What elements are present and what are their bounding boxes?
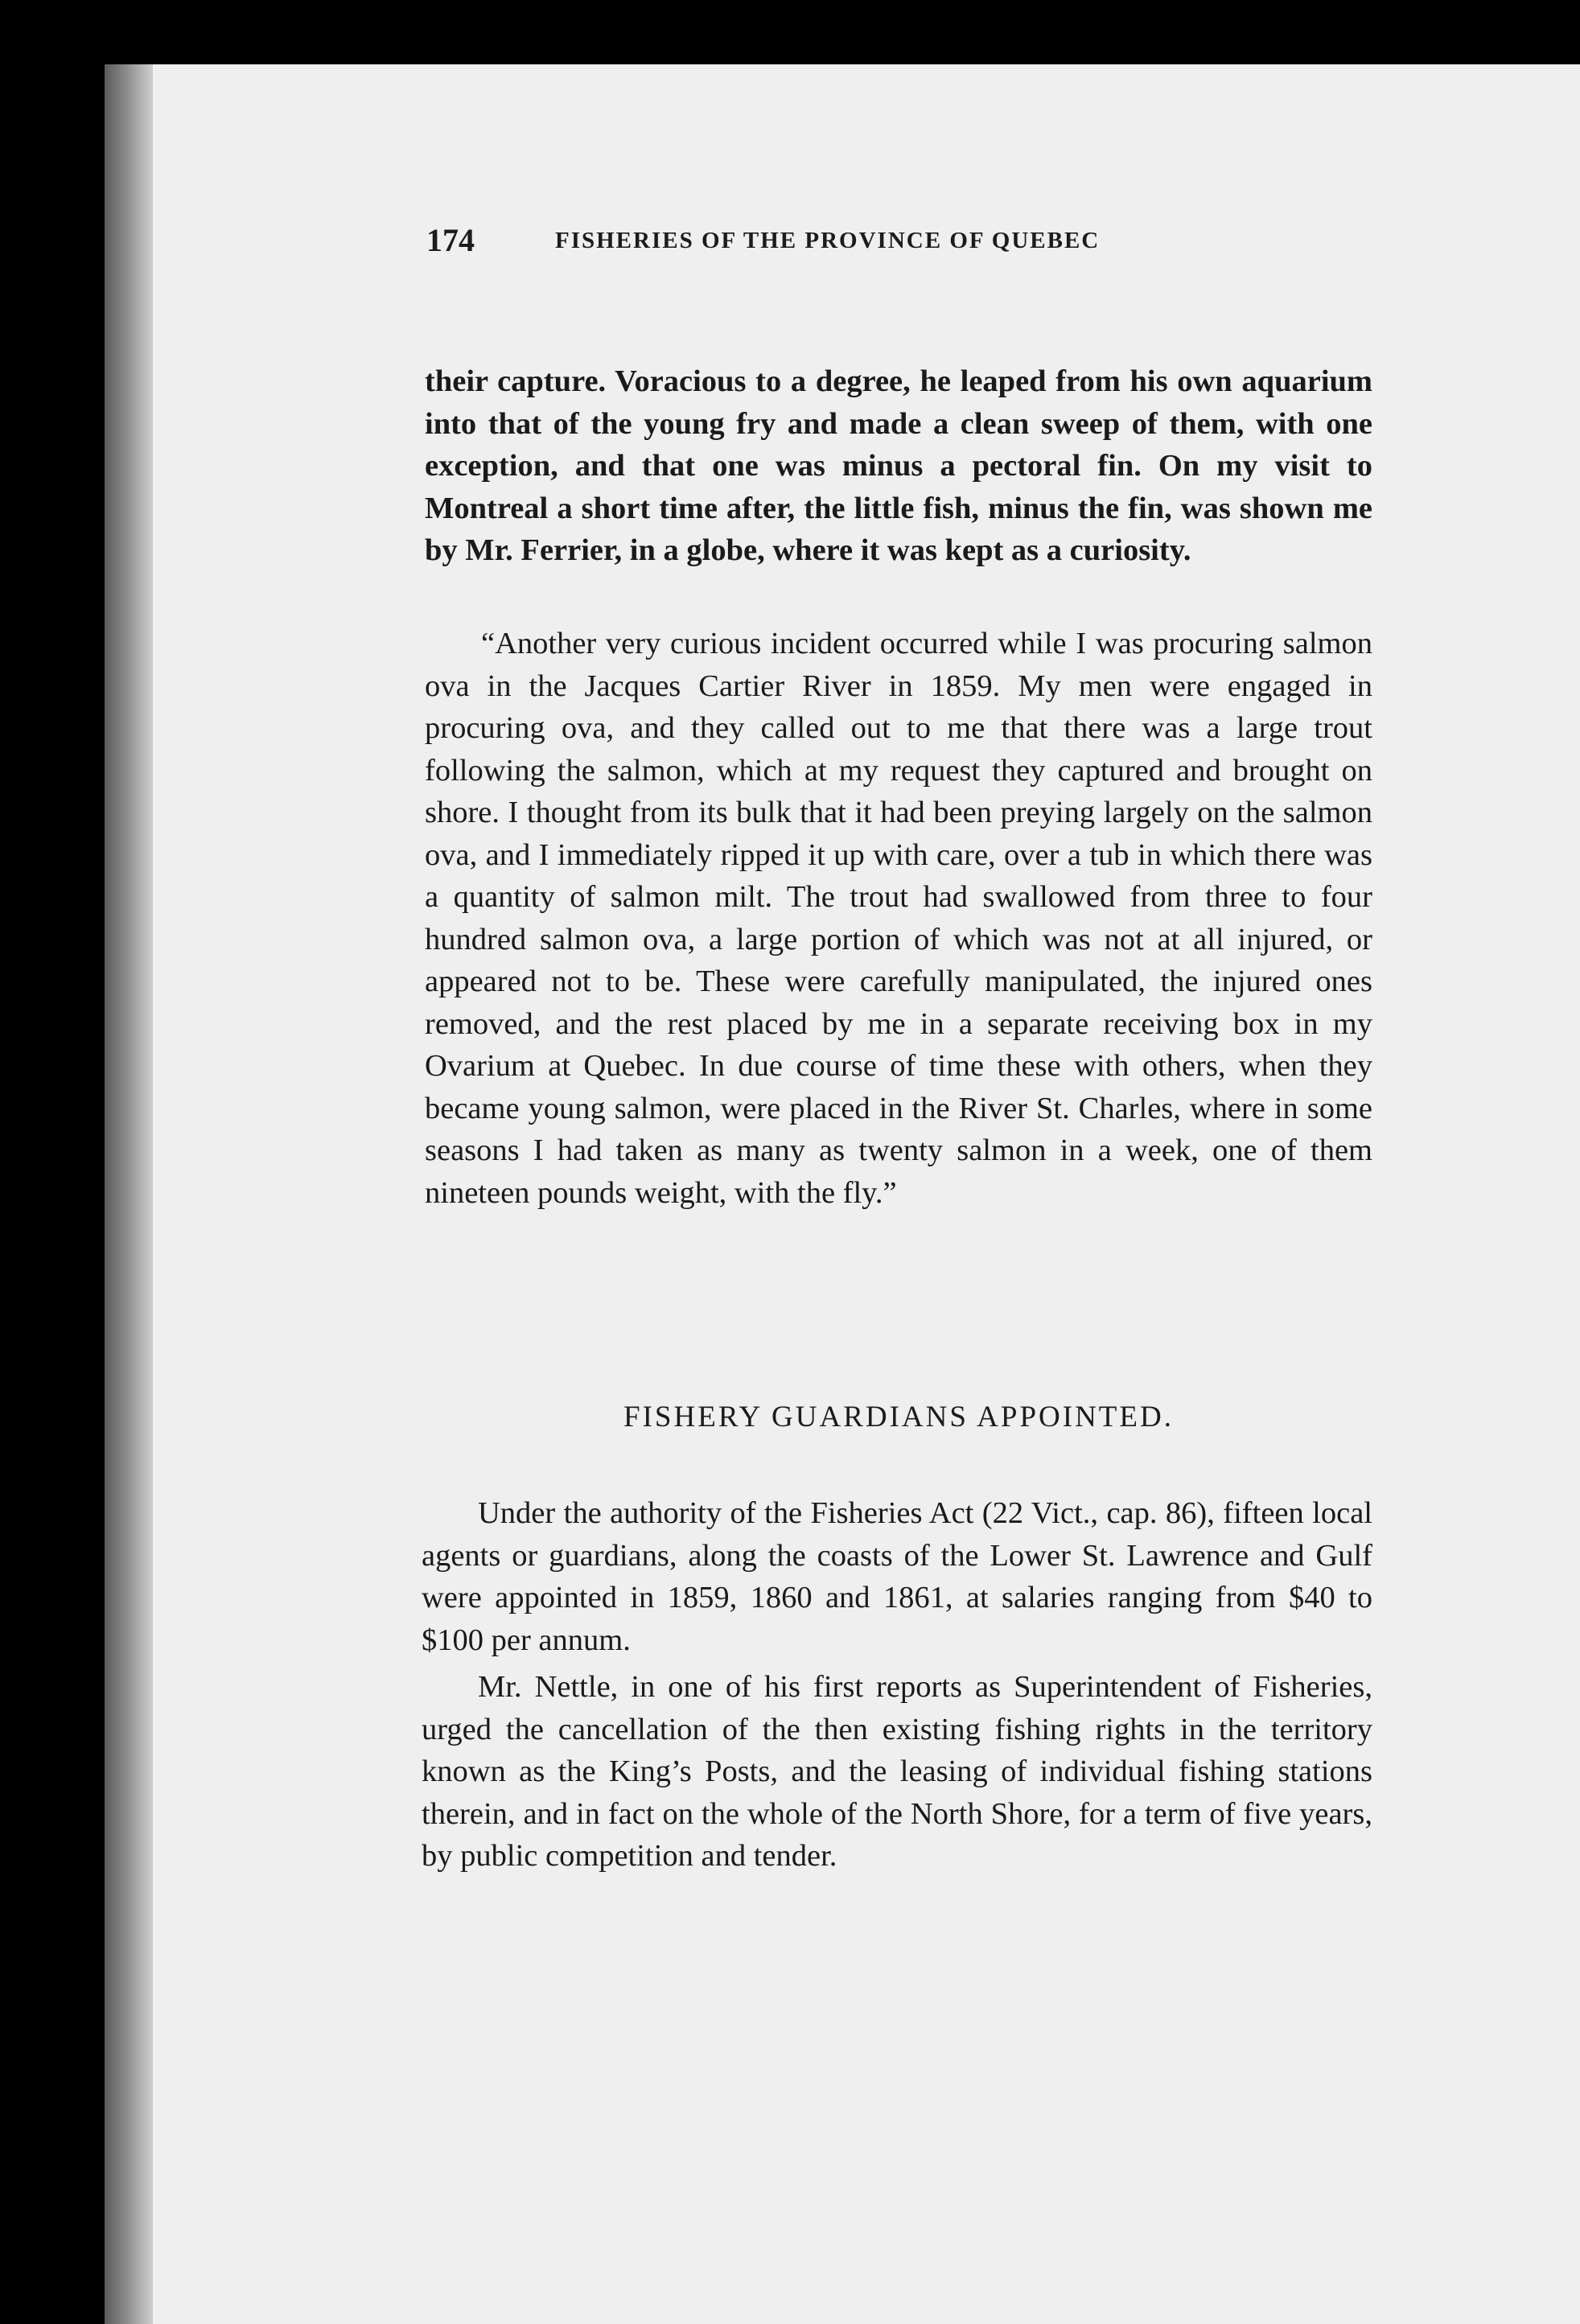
page-number: 174 [426, 222, 475, 258]
page-header [426, 221, 1352, 269]
running-head: FISHERIES OF THE PROVINCE OF QUEBEC [555, 228, 1101, 253]
paragraph-capture-story: their capture. Voracious to a degree, he leaped from his own aquarium into that of the young fry and made a clean sweep of them, with one exception, and that one was minus a pectoral fin. On my visit to Montreal a short time after, the little fish, minus the fin, was shown me by Mr. Ferrier, in a globe, where it was kept as a curiosity. [425, 364, 1372, 567]
page-gutter-shadow [105, 64, 153, 2324]
paragraph-fisheries-act: Under the authority of the Fisheries Act (22 Vict., cap. 86), fifteen local agents or guardians, along the coasts of the Lower St. Lawrence and Gulf were appointed in 1859, 1860 and 1861, at salaries ranging from $40 to $100 per annum. [422, 1496, 1372, 1657]
paragraph-superintendent-report: Mr. Nettle, in one of his first reports as Superintendent of Fisheries, urged the cancellation of the then existing fishing rights in the territory known as the King’s Posts, and the leasing of individual fishing stations therein, and in fact on the whole of the North Shore, for a term of five years, by public competition and tender. [422, 1670, 1372, 1873]
section-heading: FISHERY GUARDIANS APPOINTED. [623, 1401, 1174, 1433]
paragraph-trout-incident: “Another very curious incident occurred while I was procuring salmon ova in the Jacques Cartier River in 1859. My men were engaged in procuring ova, and they called out to me that there was a large trout following the salmon, which at my request they captured and brought on shore. I thought from its bulk that it had been preying largely on the salmon ova, and I immediately ripped it up with care, over a tub in which there was a quantity of salmon milt. The trout had swallowed from three to four hundred salmon ova, a large portion of which was not at all injured, or appeared not to be. These were carefully manipulated, the injured ones removed, and the rest placed by me in a separate receiving box in my Ovarium at Quebec. In due course of time these with others, when they became young salmon, were placed in the River St. Charles, where in some seasons I had taken as many as twenty salmon in a week, one of them nineteen pounds weight, with the fly.” [425, 627, 1372, 1210]
